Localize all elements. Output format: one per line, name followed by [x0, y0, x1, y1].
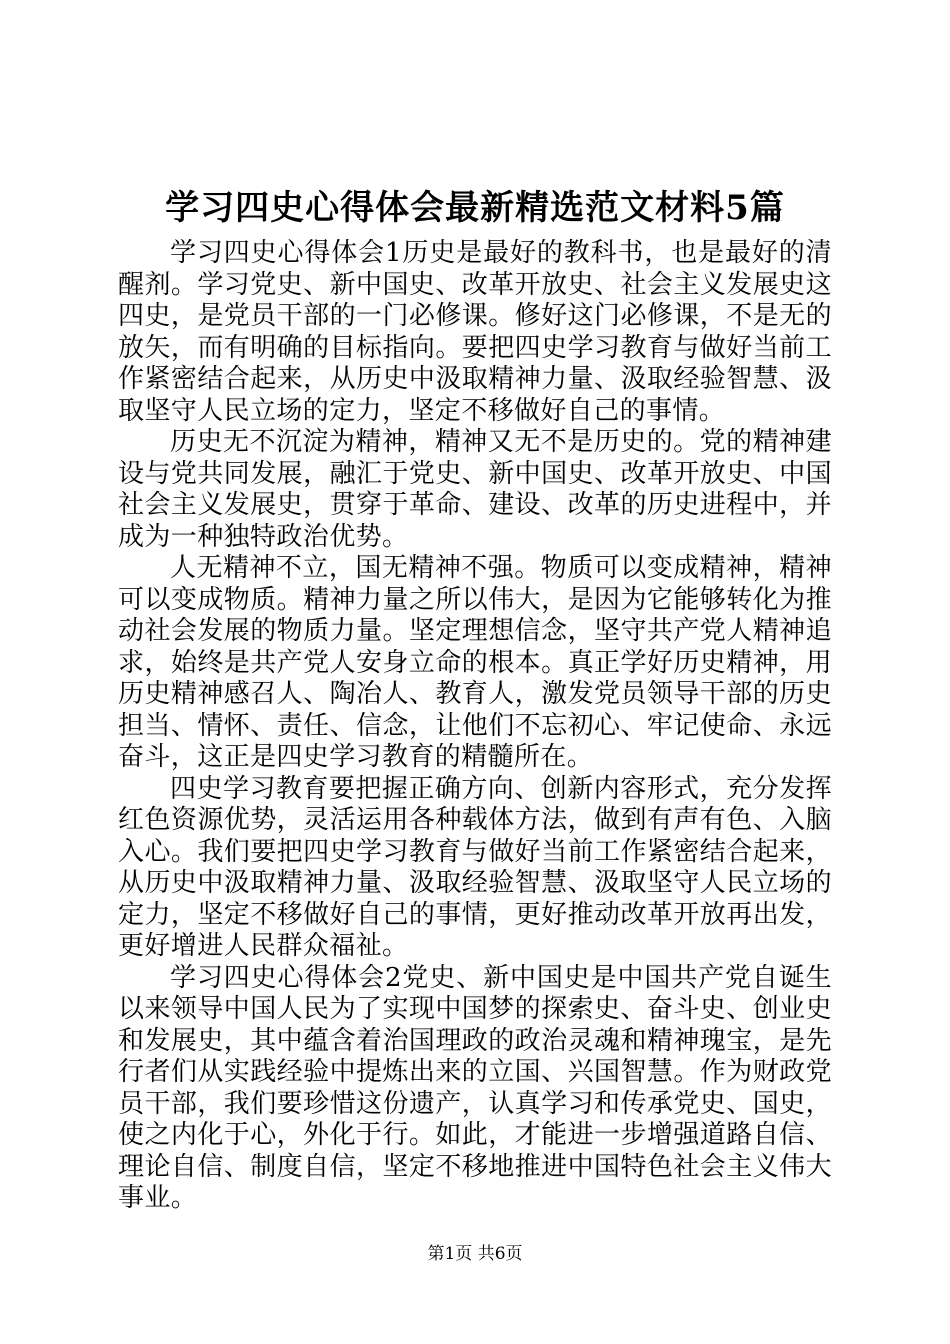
paragraph-3: 人无精神不立，国无精神不强。物质可以变成精神，精神可以变成物质。精神力量之所以伟大，是因为它能够转化为推动社会发展的物质力量。坚定理想信念，坚守共产党人精神追求，始终是共产党人安身立命的根本。真正学好历史精神，用历史精神感召人、陶冶人、教育人，激发党员领导干部的历史担当、情怀、责任、信念，让他们不忘初心、牢记使命、永远奋斗，这正是四史学习教育的精髓所在。 [118, 553, 832, 772]
paragraph-5: 学习四史心得体会2党史、新中国史是中国共产党自诞生以来领导中国人民为了实现中国梦的探索史、奋斗史、创业史和发展史，其中蕴含着治国理政的政治灵魂和精神瑰宝，是先行者们从实践经验中提炼出来的立国、兴国智慧。作为财政党员干部，我们要珍惜这份遗产，认真学习和传承党史、国史，使之内化于心，外化于行。如此，才能进一步增强道路自信、理论自信、制度自信，坚定不移地推进中国特色社会主义伟大事业。 [118, 962, 832, 1213]
page-number-footer: 第1页 共6页 [427, 1244, 523, 1264]
document-title: 学习四史心得体会最新精选范文材料5篇 [165, 188, 785, 228]
paragraph-4: 四史学习教育要把握正确方向、创新内容形式，充分发挥红色资源优势，灵活运用各种载体方法，做到有声有色、入脑入心。我们要把四史学习教育与做好当前工作紧密结合起来，从历史中汲取精神力量、汲取经验智慧、汲取坚守人民立场的定力，坚定不移做好自己的事情，更好推动改革开放再出发，更好增进人民群众福祉。 [118, 773, 832, 961]
paragraph-1: 学习四史心得体会1历史是最好的教科书，也是最好的清醒剂。学习党史、新中国史、改革开放史、社会主义发展史这四史，是党员干部的一门必修课。修好这门必修课，不是无的放矢，而有明确的目标指向。要把四史学习教育与做好当前工作紧密结合起来，从历史中汲取精神力量、汲取经验智慧、汲取坚守人民立场的定力，坚定不移做好自己的事情。 [118, 238, 832, 426]
paragraph-2: 历史无不沉淀为精神，精神又无不是历史的。党的精神建设与党共同发展，融汇于党史、新中国史、改革开放史、中国社会主义发展史，贯穿于革命、建设、改革的历史进程中，并成为一种独特政治优势。 [118, 427, 832, 552]
document-body [118, 238, 832, 1215]
